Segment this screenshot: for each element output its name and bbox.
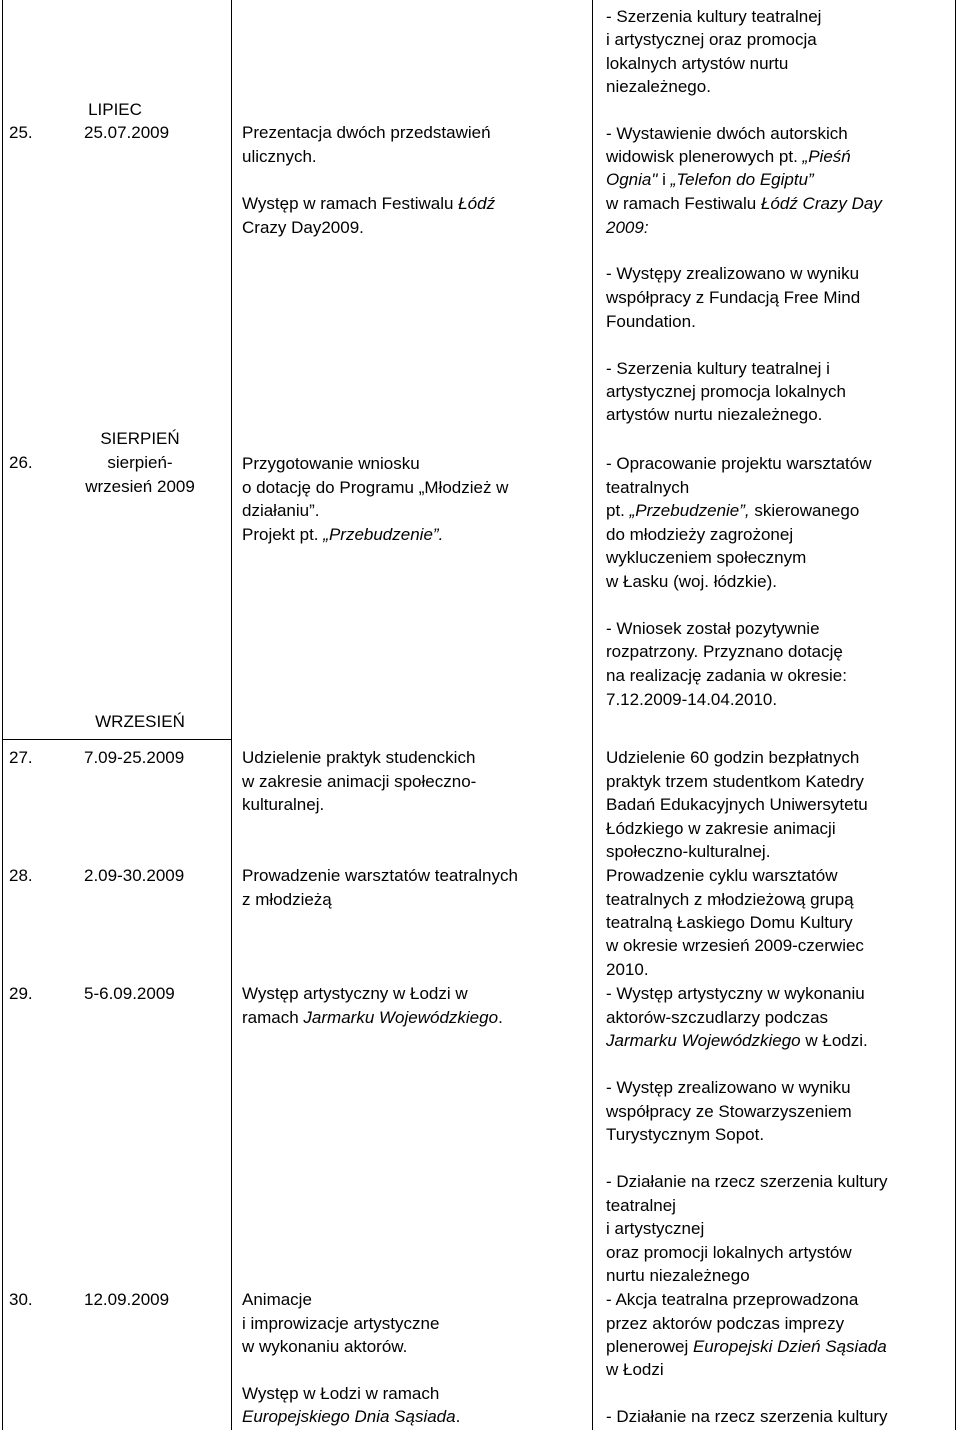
result-line: - Występy zrealizowano w wyniku — [606, 264, 860, 283]
result-line: - Działanie na rzecz szerzenia kultury — [606, 1172, 888, 1191]
text-line: lokalnych artystów nurtu — [606, 54, 789, 73]
row-date: 2.09-30.2009 — [84, 866, 185, 885]
result-line: do młodzieży zagrożonej — [606, 525, 794, 544]
result-line: Ognia" i „Telefon do Egiptu” — [606, 170, 814, 189]
result-line: Foundation. — [606, 312, 696, 331]
description-line: Występ artystyczny w Łodzi w — [242, 984, 468, 1003]
description-line: Crazy Day2009. — [242, 218, 364, 237]
row-number: 29. — [9, 984, 33, 1003]
text-line: i artystycznej oraz promocja — [606, 30, 817, 49]
table-row-divider — [2, 739, 232, 740]
result-line: teatralnych z młodzieżową grupą — [606, 890, 854, 909]
text-line: - Szerzenia kultury teatralnej — [606, 7, 822, 26]
result-line: pt. „Przebudzenie”, skierowanego — [606, 501, 860, 520]
result-line: - Działanie na rzecz szerzenia kultury — [606, 1407, 888, 1426]
table-border-left — [2, 0, 3, 1430]
result-line: - Opracowanie projektu warsztatów — [606, 454, 872, 473]
result-line: artystów nurtu niezależnego. — [606, 405, 823, 424]
row-number: 25. — [9, 123, 33, 142]
result-line: 2010. — [606, 960, 649, 979]
description-line: i improwizacje artystyczne — [242, 1314, 440, 1333]
result-line: - Akcja teatralna przeprowadzona — [606, 1290, 859, 1309]
result-line: 2009: — [606, 218, 649, 237]
description-line: w wykonaniu aktorów. — [242, 1337, 408, 1356]
result-line: Turystycznym Sopot. — [606, 1125, 765, 1144]
description-line: Europejskiego Dnia Sąsiada. — [242, 1407, 461, 1426]
result-line: i artystycznej — [606, 1219, 705, 1238]
description-line: ramach Jarmarku Wojewódzkiego. — [242, 1008, 503, 1027]
description-line: Projekt pt. „Przebudzenie”. — [242, 525, 444, 544]
result-line: Jarmarku Wojewódzkiego w Łodzi. — [606, 1031, 868, 1050]
description-line: kulturalnej. — [242, 795, 325, 814]
result-line: na realizację zadania w okresie: — [606, 666, 847, 685]
description-line: Animacje — [242, 1290, 312, 1309]
result-line: w okresie wrzesień 2009-czerwiec — [606, 936, 864, 955]
description-line: z młodzieżą — [242, 890, 332, 909]
result-line: w ramach Festiwalu Łódź Crazy Day — [606, 194, 882, 213]
table-border-right — [955, 0, 956, 1430]
result-line: praktyk trzem studentkom Katedry — [606, 772, 864, 791]
description-line: ulicznych. — [242, 147, 317, 166]
row-number: 30. — [9, 1290, 33, 1309]
row-date: 5-6.09.2009 — [84, 984, 175, 1003]
description-line: Prezentacja dwóch przedstawień — [242, 123, 491, 142]
description-line: Prowadzenie warsztatów teatralnych — [242, 866, 518, 885]
result-line: Badań Edukacyjnych Uniwersytetu — [606, 795, 868, 814]
result-line: Udzielenie 60 godzin bezpłatnych — [606, 748, 860, 767]
table-column-divider-description — [592, 0, 593, 1430]
result-line: nurtu niezależnego — [606, 1266, 750, 1285]
result-line: Prowadzenie cyklu warsztatów — [606, 866, 838, 885]
table-column-divider-date — [231, 0, 232, 1430]
row-date: sierpień- — [107, 453, 173, 472]
result-line: 7.12.2009-14.04.2010. — [606, 690, 778, 709]
result-line: rozpatrzony. Przyznano dotację — [606, 642, 843, 661]
month-heading-july: LIPIEC — [88, 100, 142, 119]
result-line: wykluczeniem społecznym — [606, 548, 807, 567]
result-line: plenerowej Europejski Dzień Sąsiada — [606, 1337, 887, 1356]
month-heading-september: WRZESIEŃ — [95, 712, 185, 731]
result-line: Łódzkiego w zakresie animacji — [606, 819, 836, 838]
result-line: - Szerzenia kultury teatralnej i — [606, 359, 830, 378]
month-heading-august: SIERPIEŃ — [100, 429, 180, 448]
result-line: w Łodzi — [606, 1360, 664, 1379]
row-number: 27. — [9, 748, 33, 767]
row-date: 25.07.2009 — [84, 123, 170, 142]
description-line: Występ w ramach Festiwalu Łódź — [242, 194, 496, 213]
result-line: - Występ artystyczny w wykonaniu — [606, 984, 865, 1003]
row-date: wrzesień 2009 — [85, 477, 195, 496]
result-line: aktorów-szczudlarzy podczas — [606, 1008, 829, 1027]
result-line: przez aktorów podczas imprezy — [606, 1314, 845, 1333]
result-line: oraz promocji lokalnych artystów — [606, 1243, 852, 1262]
result-line: teatralnej — [606, 1196, 676, 1215]
row-number: 28. — [9, 866, 33, 885]
result-line: widowisk plenerowych pt. „Pieśń — [606, 147, 851, 166]
text-line: niezależnego. — [606, 77, 711, 96]
result-line: artystycznej promocja lokalnych — [606, 382, 846, 401]
row-date: 7.09-25.2009 — [84, 748, 185, 767]
row-number: 26. — [9, 453, 33, 472]
result-line: teatralną Łaskiego Domu Kultury — [606, 913, 853, 932]
result-line: - Wystawienie dwóch autorskich — [606, 124, 848, 143]
result-line: teatralnych — [606, 478, 690, 497]
result-line: współpracy z Fundacją Free Mind — [606, 288, 861, 307]
result-line: - Wniosek został pozytywnie — [606, 619, 820, 638]
description-line: w zakresie animacji społeczno- — [242, 772, 477, 791]
result-line: współpracy ze Stowarzyszeniem — [606, 1102, 852, 1121]
description-line: Występ w Łodzi w ramach — [242, 1384, 440, 1403]
description-line: Przygotowanie wniosku — [242, 454, 420, 473]
result-line: - Występ zrealizowano w wyniku — [606, 1078, 851, 1097]
description-line: o dotację do Programu „Młodzież w — [242, 478, 509, 497]
result-line: w Łasku (woj. łódzkie). — [606, 572, 778, 591]
row-date: 12.09.2009 — [84, 1290, 170, 1309]
result-line: społeczno-kulturalnej. — [606, 842, 771, 861]
description-line: działaniu”. — [242, 501, 320, 520]
description-line: Udzielenie praktyk studenckich — [242, 748, 476, 767]
